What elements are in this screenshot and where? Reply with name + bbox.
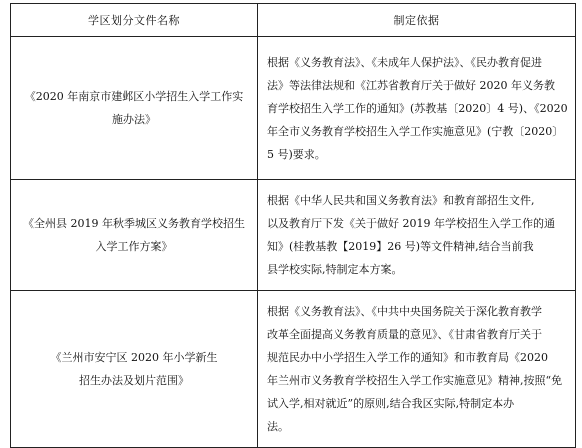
file-name-cell — [11, 180, 258, 291]
file-name-line: 招生办法及划片范围》 — [79, 374, 189, 387]
table-row — [11, 291, 576, 448]
basis-line: 法。 — [267, 420, 289, 433]
basis-line: 育学校招生入学工作的通知》(苏教基〔2020〕4 号)、《2020 — [267, 101, 568, 115]
file-name-cell — [11, 37, 258, 180]
file-name-cell — [11, 291, 258, 448]
basis-cell — [258, 291, 576, 448]
header-basis: 制定依据 — [258, 4, 576, 37]
file-name-line: 《2020 年南京市建邺区小学招生入学工作实 — [24, 90, 244, 103]
file-name-line: 施办法》 — [112, 113, 156, 126]
file-name-line: 《全州县 2019 年秋季城区义务教育学校招生 — [23, 217, 245, 230]
basis-line: 年全市义务教育学校招生入学工作实施意见》(宁教〔2020〕 — [267, 124, 564, 138]
header-file-name: 学区划分文件名称 — [11, 4, 258, 37]
table-row — [11, 37, 576, 180]
basis-cell — [258, 37, 576, 180]
basis-line: 年兰州市义务教育学校招生入学工作实施意见》精神,按照“免 — [267, 374, 563, 387]
basis-line: 法》等法律法规和《江苏省教育厅关于做好 2020 年义务教 — [267, 78, 555, 92]
basis-line: 以及教育厅下发《关于做好 2019 年学校招生入学工作的通 — [267, 217, 555, 230]
table-row — [11, 180, 576, 291]
basis-line: 根据《义务教育法》、《中共中央国务院关于深化教育教学 — [267, 305, 542, 318]
file-name-line: 《兰州市安宁区 2020 年小学新生 — [50, 351, 218, 364]
basis-line: 知》(桂教基教【2019】26 号)等文件精神,结合当前我 — [267, 240, 534, 253]
basis-line: 改革全面提高义务教育质量的意见》、《甘肃省教育厅关于 — [267, 328, 542, 341]
basis-line: 5 号)要求。 — [267, 147, 326, 161]
basis-line: 县学校实际,特制定本方案。 — [267, 263, 403, 276]
basis-cell — [258, 180, 576, 291]
school-district-table — [10, 3, 576, 448]
file-name-line: 入学工作方案》 — [95, 240, 173, 253]
basis-line: 规范民办中小学招生入学工作的通知》和市教育局《2020 — [267, 351, 548, 364]
basis-line: 根据《中华人民共和国义务教育法》和教育部招生文件, — [267, 194, 535, 207]
table-header-row — [11, 4, 576, 37]
basis-line: 试入学,相对就近”的原则,结合我区实际,特制定本办 — [267, 397, 515, 410]
basis-line: 根据《义务教育法》、《未成年人保护法》、《民办教育促进 — [267, 55, 542, 69]
